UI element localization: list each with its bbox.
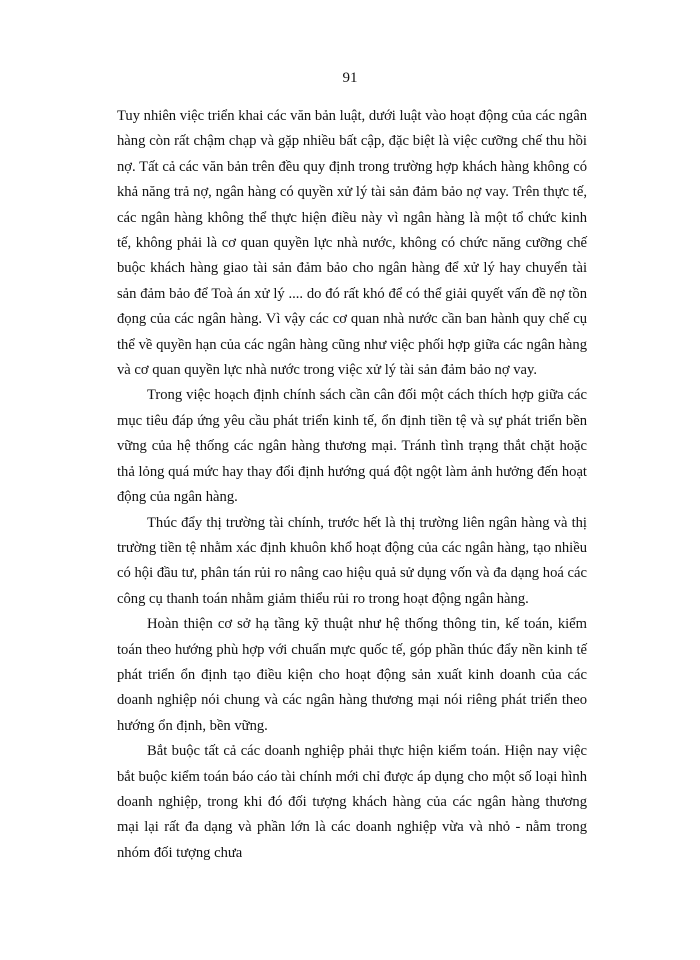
paragraph-financial-market: Thúc đẩy thị trường tài chính, trước hết là thị trường liên ngân hàng và thị trường tiền tệ nhằm xác định khuôn khổ hoạt động của các ngân hàng, tạo nhiều có hội đầu tư, phân tán rủi ro nâng cao hiệu quả sử dụng vốn và đa dạng hoá các công cụ thanh toán nhằm giảm thiểu rủi ro trong hoạt động ngân hàng. xyxy=(117,514,587,607)
paragraph-legal-enforcement: Tuy nhiên việc triển khai các văn bản luật, dưới luật vào hoạt động của các ngân hàng còn rất chậm chạp và gặp nhiều bất cập, đặc biệt là việc cưỡng chế thu hồi nợ. Tất cả các văn bản trên đều quy định trong trường hợp khách hàng không có khả năng trả nợ, ngân hàng có quyền xử lý tài sản đảm bảo nợ vay. Trên thực tế, các ngân hàng không thể thực hiện điều này vì ngân hàng là một tổ chức kinh tế, không phải là cơ quan quyền lực nhà nước, không có chức năng cưỡng chế buộc khách hàng giao tài sản đảm bảo cho ngân hàng để xử lý hay chuyển tài sản đảm bảo để Toà án xử lý .... do đó rất khó để có thể giải quyết vấn đề nợ tồn đọng của các ngân hàng. Vì vậy các cơ quan nhà nước cần ban hành quy chế cụ thể về quyền hạn của các ngân hàng cũng như việc phối hợp giữa các ngân hàng và cơ quan quyền lực nhà nước trong việc xử lý tài sản đảm bảo nợ vay. xyxy=(117,108,587,379)
paragraph-infrastructure: Hoàn thiện cơ sở hạ tầng kỹ thuật như hệ thống thông tin, kế toán, kiểm toán theo hướng phù hợp với chuẩn mực quốc tế, góp phần thúc đẩy nền kinh tế phát triển ổn định tạo điều kiện cho hoạt động sản xuất kinh doanh của các doanh nghiệp nói chung và các ngân hàng thương mại nói riêng phát triển theo hướng ổn định, bền vững. xyxy=(117,616,587,734)
page-number: 91 xyxy=(342,70,358,86)
paragraph-policy-balance: Trong việc hoạch định chính sách cần cân đối một cách thích hợp giữa các mục tiêu đáp ứng yêu cầu phát triển kinh tế, ổn định tiền tệ và sự phát triển bền vững của hệ thống các ngân hàng thương mại. Tránh tình trạng thắt chặt hoặc thả lỏng quá mức hay thay đổi định hướng quá đột ngột làm ảnh hưởng đến hoạt động của ngân hàng. xyxy=(117,387,587,506)
paragraph-mandatory-audit: Bắt buộc tất cả các doanh nghiệp phải thực hiện kiểm toán. Hiện nay việc bắt buộc kiểm toán báo cáo tài chính mới chỉ được áp dụng cho một số loại hình doanh nghiệp, trong khi đó đối tượng khách hàng của các ngân hàng thương mại lại rất đa dạng và phần lớn là các doanh nghiệp vừa và nhỏ - nằm trong nhóm đối tượng chưa xyxy=(117,743,587,861)
document-body xyxy=(117,104,587,866)
